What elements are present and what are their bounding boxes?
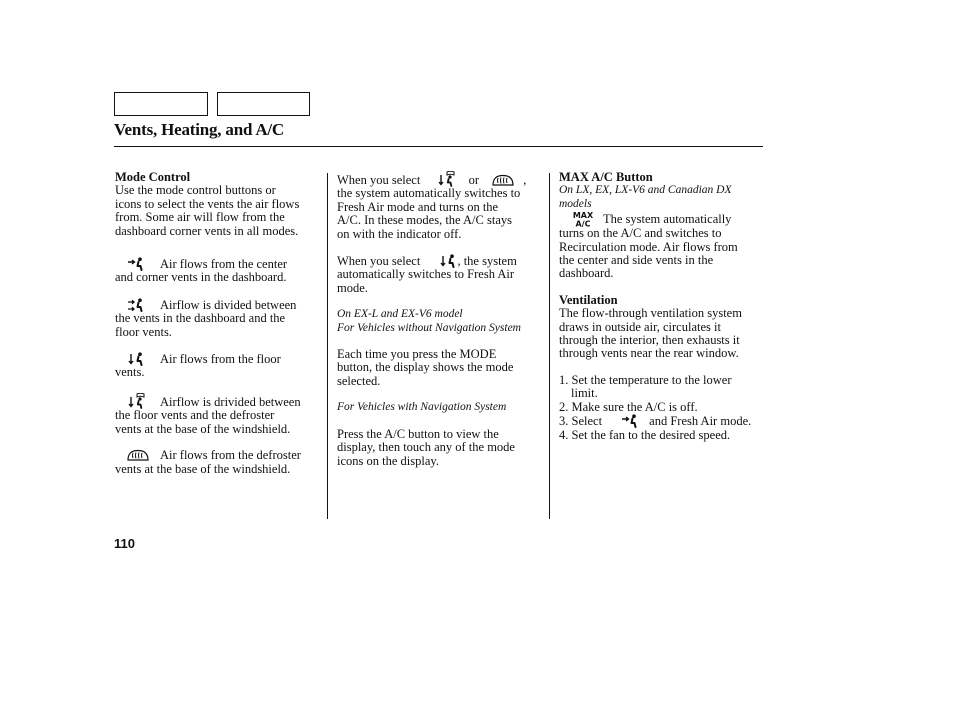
- mode-control-heading: Mode Control: [115, 170, 191, 184]
- column-divider-1: [327, 173, 328, 519]
- max-ac-model-note: On LX, EX, LX-V6 and Canadian DX models: [559, 184, 732, 210]
- max-ac-icon: [571, 211, 595, 227]
- select-floor-paragraph: When you select , the system automatically switches to Fresh Air mode.: [337, 254, 517, 295]
- page-number: 110: [114, 536, 135, 551]
- mode-press-paragraph: Each time you press the MODE button, the display shows the mode selected.: [337, 347, 514, 388]
- column-max-ac-ventilation: [559, 171, 764, 442]
- page-title: Vents, Heating, and A/C: [114, 120, 284, 139]
- title-rule: [114, 146, 763, 147]
- max-ac-paragraph: MAX A/C The system automatically turns on the A/C and switches to Recirculation mode. Air flows from the center and side vents in the dashboard.: [559, 211, 738, 281]
- vent-face-icon: [621, 414, 639, 428]
- mode-face: Air flows from the center and corner vents in the dashboard.: [115, 257, 288, 285]
- mode-defrost: Air flows from the defroster vents at the base of the windshield.: [115, 448, 301, 476]
- mode-control-intro: Use the mode control buttons or icons to select the vents the air flows from. Some air will flow from the dashboard corner vents in all modes.: [115, 183, 300, 238]
- step-1: 1. Set the temperature to the lower: [559, 372, 732, 387]
- step-2: 2. Make sure the A/C is off.: [559, 399, 698, 414]
- defrost-icon: [127, 449, 149, 462]
- vent-floor-icon: [127, 352, 145, 366]
- column-divider-2: [549, 173, 550, 519]
- vent-floor-defrost-icon: [437, 171, 455, 187]
- step-4: 4. Set the fan to the desired speed.: [559, 427, 731, 442]
- column-mode-control: [115, 171, 321, 476]
- select-defrost-paragraph: When you select or , the system automatically switches to Fresh Air mode and turns on the A/C. In these modes, the A/C stays on with the indicator off.: [337, 173, 527, 241]
- vent-floor-defrost-icon: [127, 393, 145, 409]
- vent-bilevel-icon: [127, 298, 145, 312]
- mode-floor: Air flows from the floor vents.: [115, 352, 281, 380]
- vent-face-icon: [127, 257, 145, 271]
- header-tab-left: [114, 92, 208, 116]
- max-ac-heading: MAX A/C Button: [559, 170, 653, 184]
- mode-floor-defrost: Airflow is drivided between the floor vents and the defroster vents at the base of the windshield.: [115, 394, 301, 436]
- vent-floor-icon: [439, 254, 457, 268]
- column-mode-select: [337, 171, 543, 468]
- defrost-icon: [492, 174, 514, 187]
- ventilation-section: Ventilation The flow-through ventilation system draws in outside air, circulates it through the interior, then exhausts it through vents near the rear window.: [559, 294, 764, 361]
- ventilation-steps: 1. Set the temperature to the lower limit. 2. Make sure the A/C is off. 3. Select and Fresh Air mode. 4. Set the fan to the desired speed.: [559, 374, 764, 442]
- mode-bilevel: Airflow is divided between the vents in the dashboard and the floor vents.: [115, 297, 297, 339]
- nav-press-paragraph: Press the A/C button to view the display, then touch any of the mode icons on the display.: [337, 426, 515, 468]
- nav-note: For Vehicles with Navigation System: [337, 401, 507, 414]
- header-tab-right: [217, 92, 310, 116]
- max-ac-icon-ac: A/C: [575, 219, 591, 228]
- step-3: 3. Select and Fresh Air mode.: [559, 414, 752, 429]
- ventilation-heading: Ventilation: [559, 292, 618, 307]
- max-ac-icon-max: MAX: [572, 211, 594, 221]
- model-note: On EX-L and EX-V6 model For Vehicles without Navigation System: [337, 308, 521, 334]
